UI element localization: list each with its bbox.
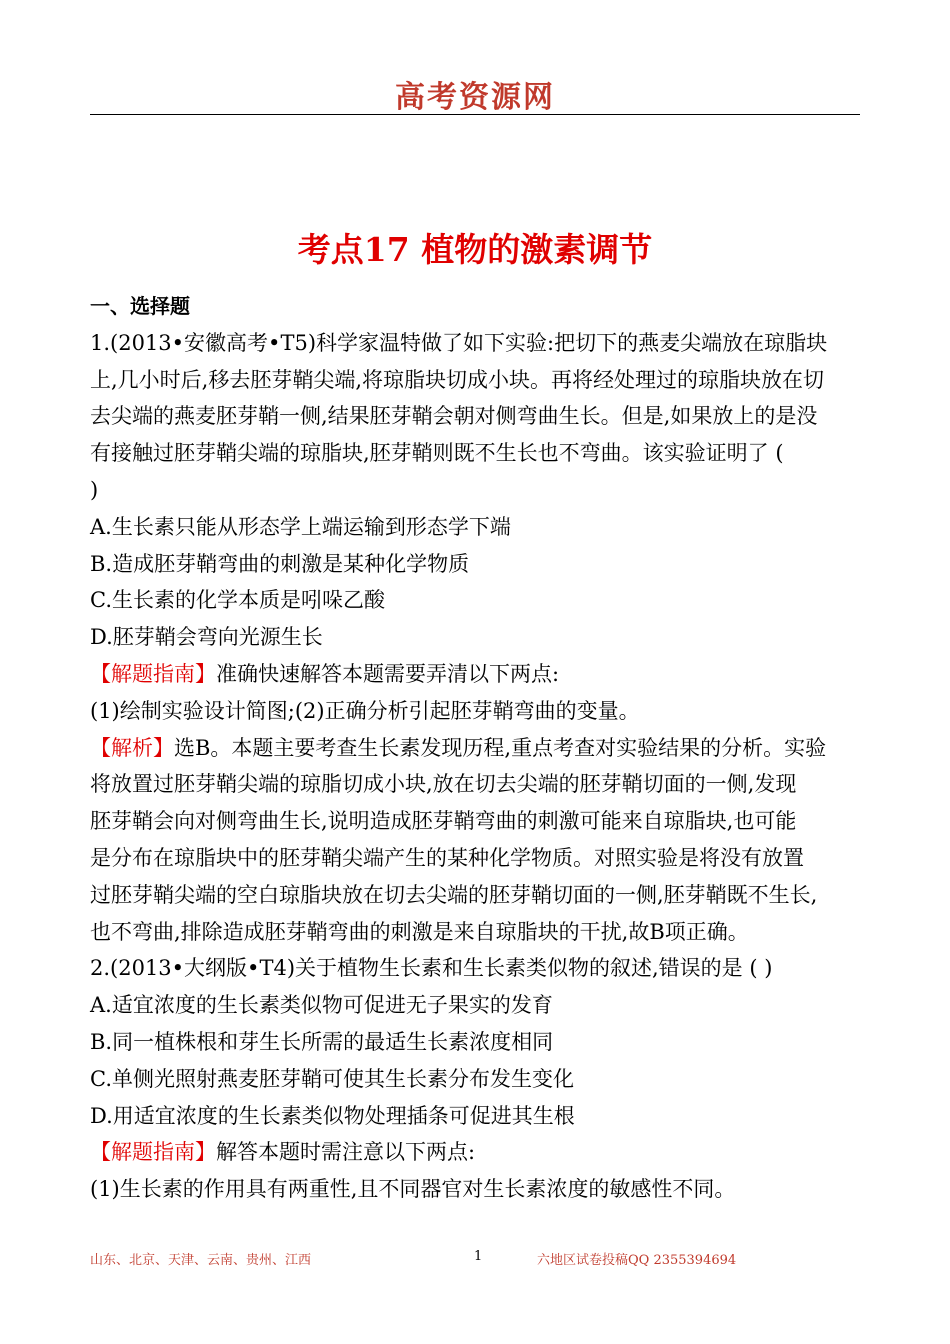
q2-guide-detail: (1)生长素的作用具有两重性,且不同器官对生长素浓度的敏感性不同。 bbox=[90, 1177, 736, 1202]
q1-option-a: A.生长素只能从形态学上端运输到形态学下端 bbox=[90, 514, 511, 539]
page-number: 1 bbox=[474, 1249, 483, 1264]
page-title: 考点17 植物的激素调节 bbox=[297, 230, 653, 269]
analysis-tag: 【解析】 bbox=[90, 735, 174, 760]
q2-option-b: B.同一植株根和芽生长所需的最适生长素浓度相同 bbox=[90, 1029, 554, 1054]
q1-stem-line: 去尖端的燕麦胚芽鞘一侧,结果胚芽鞘会朝对侧弯曲生长。但是,如果放上的是没 bbox=[90, 404, 818, 429]
q1-guide-detail: (1)绘制实验设计简图;(2)正确分析引起胚芽鞘弯曲的变量。 bbox=[90, 698, 640, 723]
guide-tag: 【解题指南】 bbox=[90, 661, 216, 686]
q1-option-c: C.生长素的化学本质是吲哚乙酸 bbox=[90, 588, 385, 613]
q1-option-b: B.造成胚芽鞘弯曲的刺激是某种化学物质 bbox=[90, 551, 470, 576]
guide-text: 准确快速解答本题需要弄清以下两点: bbox=[216, 661, 560, 686]
site-logo: 高考资源网 bbox=[395, 80, 555, 115]
q1-analysis-line: 胚芽鞘会向对侧弯曲生长,说明造成胚芽鞘弯曲的刺激可能来自琼脂块,也可能 bbox=[90, 809, 797, 834]
q1-option-d: D.胚芽鞘会弯向光源生长 bbox=[90, 625, 323, 650]
header-divider bbox=[90, 114, 860, 115]
footer-regions: 山东、北京、天津、云南、贵州、江西 bbox=[90, 1253, 312, 1268]
document-body bbox=[90, 288, 862, 1208]
analysis-text: 选B。本题主要考查生长素发现历程,重点考查对实验结果的分析。实验 bbox=[174, 735, 827, 760]
q1-analysis-line: 过胚芽鞘尖端的空白琼脂块放在切去尖端的胚芽鞘切面的一侧,胚芽鞘既不生长, bbox=[90, 882, 818, 907]
q1-analysis-line: 将放置过胚芽鞘尖端的琼脂切成小块,放在切去尖端的胚芽鞘切面的一侧,发现 bbox=[90, 772, 797, 797]
q1-analysis-line: 是分布在琼脂块中的胚芽鞘尖端产生的某种化学物质。对照实验是将没有放置 bbox=[90, 845, 804, 870]
q1-analysis bbox=[90, 730, 862, 767]
q2-option-a: A.适宜浓度的生长素类似物可促进无子果实的发育 bbox=[90, 993, 553, 1018]
q2-option-d: D.用适宜浓度的生长素类似物处理插条可促进其生根 bbox=[90, 1103, 575, 1128]
q2-option-c: C.单侧光照射燕麦胚芽鞘可使其生长素分布发生变化 bbox=[90, 1066, 574, 1091]
q1-stem-line: ) bbox=[90, 477, 99, 502]
q1-analysis-line: 也不弯曲,排除造成胚芽鞘弯曲的刺激是来自琼脂块的干扰,故B项正确。 bbox=[90, 919, 749, 944]
footer-contact: 六地区试卷投稿QQ 2355394694 bbox=[537, 1253, 737, 1268]
q1-guide bbox=[90, 656, 862, 693]
guide-tag: 【解题指南】 bbox=[90, 1140, 216, 1165]
q1-stem-line: 1.(2013•安徽高考•T5)科学家温特做了如下实验:把切下的燕麦尖端放在琼脂块 bbox=[90, 330, 828, 355]
section-heading: 一、选择题 bbox=[90, 294, 190, 318]
q2-guide bbox=[90, 1134, 862, 1171]
q2-stem: 2.(2013•大纲版•T4)关于植物生长素和生长素类似物的叙述,错误的是 ( ) bbox=[90, 956, 773, 981]
q1-stem-line: 上,几小时后,移去胚芽鞘尖端,将琼脂块切成小块。再将经处理过的琼脂块放在切 bbox=[90, 367, 825, 392]
q1-stem-line: 有接触过胚芽鞘尖端的琼脂块,胚芽鞘则既不生长也不弯曲。该实验证明了 ( bbox=[90, 441, 784, 466]
guide-text: 解答本题时需注意以下两点: bbox=[216, 1140, 476, 1165]
